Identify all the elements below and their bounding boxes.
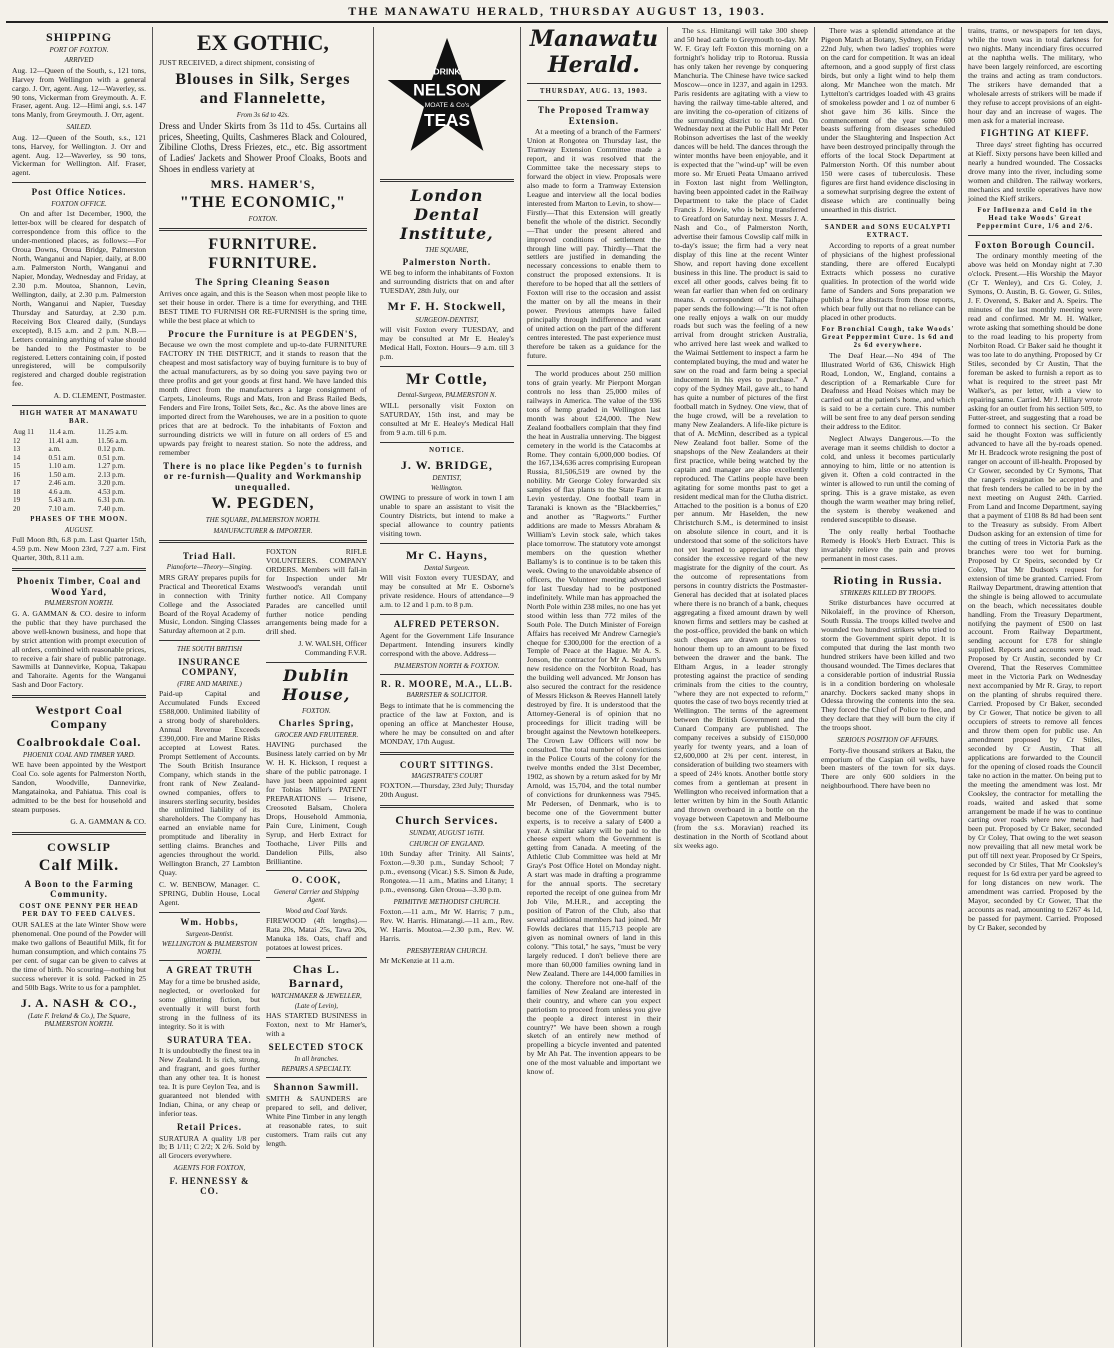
triad-text: MRS GRAY prepares pupils for Practical and Theoretical Exams in connection with Trinity College and the Associated Board of the Royal Academy of Music, London. Singing Classes Saturday afternoon at 2 p.m. bbox=[159, 572, 260, 636]
council-title: Foxton Borough Council. bbox=[974, 239, 1096, 250]
column-5 bbox=[668, 27, 815, 1347]
tide-cell: 15 bbox=[13, 462, 21, 471]
dental-sub: THE SQUARE, bbox=[425, 245, 469, 254]
peterson-addr: PALMERSTON NORTH & FOXTON. bbox=[394, 661, 500, 670]
tide-cell: 13 bbox=[13, 445, 21, 454]
barnard-text: HAS STARTED BUSINESS in Foxton, next to Mr Hamer's, with a bbox=[265, 1011, 367, 1039]
tide-cell: 2.13 p.m. bbox=[97, 470, 125, 479]
divider bbox=[266, 662, 367, 663]
cost: COST ONE PENNY PER HEAD PER DAY TO FEED CALVES. bbox=[19, 902, 139, 918]
tide-cell: 1.50 a.m. bbox=[48, 470, 76, 479]
divider bbox=[380, 442, 514, 443]
col6-text1: There was a splendid attendance at the Pigeon Match at Botany, Sydney, on Friday 22nd July, when two ladies' trophies were on the card for competition. It was an ideal afternoon, and a good supply of first class birds, but only a light wind to help them along. Mr Manchee won the match. Mr Lyttelton's cartridges loaded with 43 grains of smokeless powder and 1 oz of number 6 shot gave him 36 kills. Since the commencement of the year some 600 beasts suffering from diseases scheduled under the Slaughtering and Inspection Act have been destroyed principally through the efforts of the local Stock Department at Palmerston North. Of this number about 150 were cases of tuberculosis. These figures are first hand evidence disclosing in a somewhat surprising degree the extent of disease which are continually being unearthed in this district. bbox=[820, 27, 955, 215]
spring-sub: GROCER AND FRUITERER. bbox=[274, 730, 359, 739]
cottle-title: Mr Cottle, bbox=[406, 370, 488, 388]
sawmill-text: SMITH & SAUNDERS are prepared to sell, and deliver, White Pine Timber in any length at reasonable rates, to suit customers. Tram rails cut any length. bbox=[265, 1094, 367, 1148]
tide-row bbox=[12, 471, 146, 479]
barnard-title: Chas L. Barnard, bbox=[288, 961, 344, 990]
court-text: FOXTON.—Thursday, 23rd July; Thursday 20th August. bbox=[379, 781, 514, 800]
pegden-addr: THE SQUARE, PALMERSTON NORTH. bbox=[205, 516, 321, 525]
court-title: COURT SITTINGS. bbox=[399, 759, 494, 770]
news-text: The world produces about 250 million tons of grain yearly. Mr Pierpont Morgan controls no less than 25,000 miles of railways in America. The value of the 936 tons of hemp graded in Wellington last month was about £24,000. The New Zealand footballers complain that they find the heat in Australia unnerving. The biggest cemetery in the world is the Catacombs at Rome. They contain 6,000,000 bodies. Of the 167,134,636 acres comprising European Russia, 81,506,519 are owned by the nobility. Mr George Coley forwarded six samples of flax plants to the State Farm at Levin yesterday. One football team in Taranaki is known as the "Blackberries," and another as "Ragworts." Further additions are made to Messrs Abraham & William's Levin stock sale, which takes place tomorrow. The statutory vote amongst members on the question whether Ballamy's is to continue is to be taken this week. Owing to the unavoidable absence of officers, the Volunteer meeting advertised for last Tuesday had to be postponed indefinitely. While man has approached the North Pole within 238 miles, no one has yet stood within less than 772 miles of the South Pole. The Dutch Minister of Foreign Affairs has received Mr Andrew Carnegie's cheque for £300,000 for the erection of a Temple of Peace at the Hague. Mr A. S. Jonson, the contractor for Mr A. Seaburn's new residence on the Norbiton Road, has the building well advanced. Mr Jonson has also secured the contract for the residence of Messrs Hickson & Reeves Hannell lately destroyed by fire. It is understood that the Attorney-General is of opinion that no proceedings for illicit trading will be brought against the Newtown hotelkeepers. The Crown Law Officers will now be consulted. The total number of convictions in the Police Courts of the colony for the twelve months ended the 31st December, 1902, as shown by a return asked for by Mr Arnold, was 15,704, and the total number of convictions for drunkenness was 7945. Mr Pedersen, of Denmark, who is to become one of the Government butter experts, is to receive a salary of £400 a year. A similar salary will be paid to the cheese expert whom the Government is getting from Canada. A meeting of the Athletic Club Committee was held at Mr Gray's Post Office Hotel on Monday night. A start was made in drafting a programme for the annual sports. The secretary reported the receipt of one guinea from Mr Job Vile, M.H.R., and accepting the position of Patron of the Club, also that several additional members had joined. Mr Fowlds declares that 115,713 people are given as nominal owners of land in this colony. "This total," he says, "must be very largely reduced. I don't believe there are more than 60,000 families owning land in New Zealand. There are 144,000 families in the colony. Therefore not one-half of the families of New Zealand are interested in their country, and where can you expect patriotism to proceed from unless you give the people a direct interest in their country?" We have been shown a rough sketch of an entirely new method of propelling a bicycle invented and patented by Mr Ah Pat. The invention appears to be one of the most valuable and important we know of. bbox=[526, 368, 661, 1077]
westport-title: Westport Coal Company bbox=[35, 703, 123, 732]
phoenix2: PHOENIX COAL AND TIMBER YARD. bbox=[22, 750, 136, 759]
teas-text: TEAS bbox=[423, 109, 470, 130]
tram-text: At a meeting of a branch of the Farmers' Union at Rongotea on Thursday last, the Tramway Extension Committee made a report, and it was resolved that the Committee take the necessary steps to forward the object in view. Proposals were also made to form a Tramway Extension League and interview all the local bodies interested from Marton to Levin, to show— Firstly—That this Extension will greatly benefit the whole of the district. Secondly—That under the present altered and improved conditions of settlement the through line will pay. Thirdly—That the settlers are justified in demanding the necessary concessions to enable them to construct the proposed extensions. It is therefore to be hoped that all the settlers of Foxton will rise to the occasion and assist the matter on by all the means in their power. Previous attempts have failed principally through indifference and want of united action on the part of the different centres interested. The past experience must therefore be taken as a guidance for the future. bbox=[526, 127, 661, 360]
barnard-sub: WATCHMAKER & JEWELLER, bbox=[270, 991, 362, 1000]
council-text: The ordinary monthly meeting of the above was held on Monday night at 7.30 o'clock. Present.—His Worship the Mayor (Cr T. Wenley), and Crs G. Coley, J. Symons, O. Austin, B. G. Gower, G. Stiles, J. F. Overend, S. Baker and A. Speirs. The minutes of the last monthly meeting were read and confirmed. Mr M. H. Walker, wrote asking that something should be done to the road leading to his property from Norbiton Road. Cr Baker said he thought it was too late to do anything. Proposed by Cr Stiles, seconded by Cr Austin, That the foreman be asked to furnish a report as to what is required to the street past Mr Walker's, as per letter, with a view to repairing same. Carried. Mr J. Hillary wrote asking for an outlet from his section 509, to Futter-street, and suggesting that a road be formed to connect his section. Cr Baker said he thought Foxton was sufficiently advanced to have all the by-roads opened. Mr H. Bradcock wrote resigning the post of ranger on account of ill-health. Proposed by Cr Gower, seconded by Cr Symons, That the ranger's resignation be accepted and that fresh tenders be called to be in by the next meeting on August 24th. Carried. From Land and Income Department, saying that a payment of £108 8s 8d had been sent to the Treasury as subsidy. From Albert Dudson asking for an extension of time for the cutting of trees in Victoria Park as the branches were too wet for burning. Proposed by Cr Speirs, seconded by Cr Coley, That Mr Dudson's request for extension of time be granted. Carried. From Railway Department, drawing attention that the shingle is being allowed to accumulate on the beach, which necessitates double handling. From the Treasury Department, notifying the payment of £500 on last account. From Railway Department, sending account for £78 for shingle supplied. Reports and accounts were read. Proposed by Cr Austin, seconded by Cr Overend, That the Reserves Committee meet in the Victoria Park on Wednesday next accompanied by Mr R. Gray, to report on the planting of shrubs required there. Carried. Proposed by Cr Baker, seconded by Cr Gower, That notice be given to all occupiers of streets to remove all fences and throw them open for public use. An amendment proposed by Cr Stiles, seconded by Cr Austin, That all applications are forwarded to the Council for the opening of closed roads the Council take no action in the matter. On being put to the meeting the amendment was lost. Mr Cooksley, the contractor for metalling the roads, waited and asked that some arrangement be made if he was to continue carting over roads where new metal had been put. Proposed by Cr Baker, seconded by Cr Coley, That owing to the wet season now prevailing that all new metal work be put off till next year. Proposed by Cr Speirs, seconded by Cr Stiles, That Mr Cooksley's request for 1s 6d extra per yard be agreed to for long distances on new work. The amendment was carried. Proposed by the Mayor, seconded by Cr Gower, That the accounts as read, amounting to £267 4s 1d, be passed for payment. Carried. Proposed by Cr Baker, seconded by bbox=[968, 251, 1103, 932]
tide-cell: 20 bbox=[13, 504, 21, 513]
dental-sub2: Palmerston North. bbox=[402, 256, 492, 267]
divider bbox=[266, 957, 367, 958]
nash-title: J. A. NASH & CO., bbox=[20, 995, 138, 1010]
branches: In all branches. bbox=[294, 1054, 339, 1063]
cook-text: FIREWOOD (4ft lengths).—Rata 20s, Matai 25s, Tawa 20s, Manuka 18s. Oats, chaff and potatoes at lowest prices. bbox=[265, 915, 367, 952]
post-office-text: On and after 1st December, 1900, the letter-box will be cleared for despatch of correspondence from this office to the under-mentioned places, as follows:—For Oroua Downs, Oroua Bridge, Palmerston North, Wanganui and Napier, daily, at 8.00 a.m. Palmerston North, Wanganui and Napier, Monday, Wednesday and Friday, at 2.30 p.m. Moutoa, Shannon, Levin, Wellington, daily, at 2.30 p.m. Palmerston North, Wanganui and Napier, Tuesday Thursday and Saturday, at 2.30 p.m. Receiving Box Cleared daily, (Sundays excepted), 8.15 a.m. and 2 p.m. N.B.—Letters containing anything of value should be handed to the Postmaster to be registered. Letters containing coin, if posted unregistered, will be compulsorily registered and charged double registration fee. bbox=[12, 209, 147, 389]
bridge-sub2: Wellington. bbox=[430, 483, 463, 492]
hayns-sub: Dental Surgeon. bbox=[424, 564, 470, 573]
riot-title: Rioting in Russia. bbox=[833, 572, 943, 587]
divider bbox=[159, 228, 367, 231]
phoenix-sub: PALMERSTON NORTH. bbox=[44, 599, 114, 608]
spring-head: The Spring Cleaning Season bbox=[195, 277, 331, 288]
postmaster: A. D. CLEMENT, Postmaster. bbox=[53, 391, 147, 401]
two-up bbox=[159, 548, 367, 1199]
column-4 bbox=[521, 27, 668, 1347]
dental-text: WE beg to inform the inhabitants of Foxton and surrounding districts that on and after TUESDAY, 28th July, our bbox=[379, 268, 514, 296]
herald-date: THURSDAY, AUG. 13, 1903. bbox=[539, 87, 648, 95]
tide-cell: 18 bbox=[13, 487, 21, 496]
column-6 bbox=[815, 27, 962, 1347]
fighting-title: FIGHTING AT KIEFF. bbox=[980, 128, 1090, 139]
divider bbox=[380, 674, 514, 675]
economic-sub: FOXTON. bbox=[248, 215, 278, 224]
exgothic-text: JUST RECEIVED, a direct shipment, consisting of bbox=[159, 58, 315, 68]
sawmill-title: Shannon Sawmill. bbox=[273, 1082, 360, 1093]
divider bbox=[12, 568, 146, 571]
divider bbox=[266, 870, 367, 871]
tide-cell: Aug 11 bbox=[13, 428, 35, 437]
presby-title: PRESBYTERIAN CHURCH. bbox=[406, 946, 488, 955]
no-place: There is no place like Pegden's to furnish or re-furnish—Quality and Workmanship unequalled. bbox=[163, 460, 363, 492]
procure-text: Because we own the most complete and up-to-date FURNITURE FACTORY IN THE DISTRICT, and it stands to reason that the cheapest and most satisfactory way of buying furniture is to buy of the actual manufacturers, as by so doing you save paying two or three profits and get your goods at first hand. We have landed this month direct from the manufacturers a large consignment of Carpets, Linoleums, Rugs and Mats, Iron and Brass Railed Beds, Fenders and Fire Irons, Toilet Sets, &c., &c. As the above lines are imported direct from the Warehouses, we are in a position to quote prices that are at bedrock. To the inhabitants of Foxton and surrounding districts we will in future on all orders of £5 and upwards pay freight to nearest station. So note the address, and remember bbox=[159, 340, 367, 457]
piano-sub: Pianoforte—Theory—Singing. bbox=[166, 563, 253, 572]
shipping-sub: PORT OF FOXTON. bbox=[49, 46, 109, 55]
columns bbox=[6, 27, 1108, 1347]
pegden-sub: MANUFACTURER & IMPORTER. bbox=[213, 526, 313, 535]
tide-cell: 1.27 p.m. bbox=[97, 462, 125, 471]
suratura-title: SURATURA TEA. bbox=[167, 1034, 252, 1045]
tide-row bbox=[12, 437, 146, 445]
sub-column-right bbox=[266, 548, 367, 1199]
tide-cell: a.m. bbox=[48, 445, 61, 454]
court-sub: MAGISTRATE'S COURT bbox=[411, 772, 483, 781]
divider bbox=[159, 912, 260, 913]
tide-row bbox=[12, 488, 146, 496]
tide-cell: 14 bbox=[13, 453, 21, 462]
calf-title: Calf Milk. bbox=[38, 856, 120, 874]
bridge-text: OWING to pressure of work in town I am unable to spare an assistant to visit the Country Districts, but intend to make a special allowance to country patients visiting town. bbox=[379, 493, 514, 538]
divider bbox=[380, 179, 514, 182]
hobbs-sub: Surgeon-Dentist. bbox=[185, 929, 234, 938]
bronchial: For Bronchial Cough, take Woods' Great Peppermint Cure. 1s 6d and 2s 6d everywhere. bbox=[821, 325, 955, 349]
nash-sub: (Late F. Ireland & Co.), The Square, PALMERSTON NORTH. bbox=[28, 1011, 131, 1029]
tide-cell: 2.46 a.m. bbox=[48, 479, 76, 488]
divider bbox=[527, 83, 661, 84]
riot-text: Strike disturbances have occurred at Nikolaieff, in the province of Kherson, South Russia. The troops killed twelve and wounded two hundred strikers who tried to storm the Government spirit depot. It is computed that during the last month two hundred strikers have been killed and two thousand wounded. The Times declares that a considerable portion of industrial Russia is in a condition bordering on wholesale anarchy. Dockers sacked many shops in Odessa throwing the contents into the sea. They forced the Chief of Police to flee, and they declare that they will burn the city if the troops shoot. bbox=[820, 598, 955, 733]
methodist-text: Foxton.—11 a.m., Mr W. Harris; 7 p.m., Rev. W. Harris. Himatangi.—11 a.m., Rev. W. Harris. Moutoa.—2.30 p.m., Rev. W. Harris. bbox=[379, 906, 514, 943]
divider bbox=[821, 568, 955, 569]
sailings-text: Aug. 12—Queen of the South, s.s., 121 tons, Harvey, for Wellington. J. Orr and agent. Aug. 12—Waverley, ss 90 tons, Vickerman for Wellington. Alf. Fraser, agent. bbox=[12, 132, 147, 178]
nelson-text: NELSON bbox=[412, 81, 481, 100]
cowslip-text: OUR SALES at the late Winter Show were phenomenal. One pound of the Powder will make two gallons of Beautiful Milk, fit for human consumption, and which contains 75 per cent. of sugar can be given to calves at the time of birth. No scouring—nothing but success wherever it is sold. Packed in 25 and 50lb Bags. Write to us for a pamphlet. bbox=[12, 919, 147, 992]
westport-text: WE have been appointed by the Westport Coal Co. sole agents for Palmerston North, Sandon, Woodville, Dannevirke, Mangatainoka, and Pahiatua. This coal is admitted to be the best for household and steam purposes. bbox=[12, 760, 147, 814]
notice-title: NOTICE. bbox=[429, 446, 465, 454]
tide-row bbox=[12, 428, 146, 436]
arrived-label: ARRIVED bbox=[64, 56, 94, 65]
column-1 bbox=[6, 27, 153, 1347]
divider bbox=[380, 543, 514, 544]
divider bbox=[159, 960, 260, 961]
tide-table bbox=[12, 428, 146, 513]
tide-cell: 11.41 a.m. bbox=[48, 436, 79, 445]
hamer-title: MRS. HAMER'S, bbox=[210, 177, 316, 192]
drink-text: DRINK bbox=[433, 66, 461, 77]
westport-sign: G. A. GAMMAN & CO. bbox=[70, 816, 147, 826]
divider bbox=[821, 219, 955, 220]
serious-text: Forty-five thousand strikers at Baku, the emporium of the Caspian oil wells, have been masters of the town for six days. There are only 600 soldiers in the neighbourhood. There have been no bbox=[820, 745, 955, 791]
church-text: 10th Sunday after Trinity. All Saints', Foxton.—9.30 p.m., Sunday School; 7 p.m., evensong (Vicar.) S.S. Simon & Jude, Rongotea.—11 a.m., Matins and Litany; 1 p.m., evensong. Glen Oroua—3.30 p.m. bbox=[379, 848, 514, 894]
divider bbox=[380, 805, 514, 808]
selected-stock: SELECTED STOCK bbox=[268, 1042, 365, 1053]
stockwell-text: will visit Foxton every TUESDAY, and may be consulted at Mr E. Healey's Medical Hall, Foxton. Hours—9 a.m. till 3 p.m. bbox=[379, 324, 514, 361]
moon-title: PHASES OF THE MOON. bbox=[30, 516, 128, 524]
post-office-title: Post Office Notices. bbox=[31, 187, 127, 198]
retail-title: Retail Prices. bbox=[177, 1121, 242, 1132]
dublin-sub: FOXTON. bbox=[301, 707, 331, 716]
tide-cell: 4.6 a.m. bbox=[48, 487, 72, 496]
insurance-pre: THE SOUTH BRITISH bbox=[177, 645, 242, 654]
post-office-sub: FOXTON OFFICE. bbox=[51, 200, 107, 208]
sailed-label: SAILED. bbox=[66, 123, 92, 132]
moore-sub: BARRISTER & SOLICITOR. bbox=[406, 691, 488, 700]
hobbs-addr: WELLINGTON & PALMERSTON NORTH. bbox=[161, 939, 258, 957]
sanders-text: According to reports of a great number of physicians of the highest professional standing, there are offered Eucalypti Extracts which possess no curative qualities. In protection of the world wide fame of Sanders and Sons preparation we publish a few abstracts from those reports, which bear fully out that no reliance can be placed in other products. bbox=[820, 241, 955, 322]
tide-cell: 17 bbox=[13, 479, 21, 488]
coalbrook-title: Coalbrookdale Coal. bbox=[16, 734, 142, 749]
tide-cell: 7.40 p.m. bbox=[97, 504, 125, 513]
spring-title: Charles Spring, bbox=[278, 718, 355, 729]
tide-cell: 11.25 a.m. bbox=[97, 428, 128, 437]
tide-cell: 5.43 a.m. bbox=[48, 496, 76, 505]
spring-text: Arrives once again, and this is the Season when most people like to set their house in order. There is a time for everything, and THE BEST TIME TO FURNISH OR RE-FURNISH is the spring time, while the best place at which to bbox=[159, 288, 367, 325]
herald-title: Manawatu Herald. bbox=[529, 27, 658, 78]
divider bbox=[527, 100, 661, 101]
boon: A Boon to the Farming Community. bbox=[24, 878, 134, 900]
hennessy: F. HENNESSY & CO. bbox=[169, 1175, 250, 1197]
serious-title: SERIOUS POSITION OF AFFAIRS. bbox=[837, 736, 939, 745]
hobbs-title: Wm. Hobbs, bbox=[180, 916, 239, 927]
col5-text: The s.s. Himitangi will take 300 sheep and 50 head cattle to Greymouth to-day. Mr W. F. Gray left Foxton this morning on a fortnight's holiday trip to Rotorua. Russia has only taken her revenge by conquering Manchuria. The Chinese have twice sacked Moscow—once in 1237, and again in 1293. Paris residents are agitating with a view to having the railway time-table altered, and are inviting the co-operation of citizens of the surrounding district to that end. On Wednesday next at the Public Hall Mr Peter Robinson advertises the last of the weekly dances will be held. The dances through the winter months have been enjoyable, and it is expected that the "wind-up" will be even more so. Mr Erueti Peata Umaano arrived in Foxton last night from Wellington, having been appointed cadet in the Railway Department to take the place of Cadet Francis J. Howie, who is being transferred to Greatford on Saturday next. Messrs J. A. Nash and Co., of Palmerston North, advertise their famous Cowslip calf milk in to-day's issue; the firm had a very neat display of this line at the recent Winter Show, and report having done excellent business in this line. The product is said to excel all other goods, calves being fit to wean far earlier than when fed on ordinary means. A correspondent of the Taihape paper sends the following:—"It is not often one really enjoys a walk on our muddy roads but such was the feeling of a new arrival from drought stricken Australia, who arrived here last week and walked to the Waimai Settlement to inspect a farm he contemplated buying, the mud and water he saw on the road and farm being a special inducement in his eyes to purchase." A copy of the Sydney Mail, gave alt., to hand has quite a number of pictures of the first football match in Sydney. One view, that of the huge crowd, will be a revelation to many New Zealanders. A life-like picture is that of A. McMinn, described as a typical New Zealand foot baller. Some of the snapshops of the New Zealanders at their first practice, while being watched by the captain and manager are also excellently reproduced. The Catlins people have been agitating for some months past to get a resident medical man for the Clutha district. Attached to the position is a bonus of £20 per annum. Mr Haselden, the new Christchurch S.M., is determined to insist on absolute silence in court, and it is understood that some of the solicitors have not yet learned to appreciate what they consider the excessive regard of the new magistrate for the dignity of the court. As the outcome of representations from persons in country districts the Postmaster-General has decided that at isolated places where there is no branch of a bank, cheques aggregating a fixed amount drawn by well known firms and settlers may be cashed at the post-office, provided the bank on which such cheques are drawn guarantees to honour them up to an amount to be fixed between the drawer and the bank. The Eltham Argus, in a leader strongly protesting against the practice of sending criminals from the cities to the country, "where they are not expected to reform," quotes the case of two boys recently tried at Wellington. The terms of the agreement between the British Government and the Cunard Company are published. The company receives a subsidy of £150,000 yearly for twenty years, and a loan of £2,600,000 at 2¾ per cent. interest, in consideration of building two steamers with a speed of 24½ knots. Another bottle story comes from a gentleman at present in Wellington who received information that a letter written by him in the South Atlantic and thrown overboard in a bottle on the voyage between Capetown and Melbourne (from the s.s. Moravian) reached its destination in the North of Scotland about six weeks ago. bbox=[673, 27, 808, 850]
influenza: For Influenza and Cold in the Head take Woods' Great Peppermint Cure, 1/6 and 2/6. bbox=[976, 206, 1094, 230]
dress-text: Dress and Under Skirts from 3s 11d to 45s. Curtains all prices, Sheeting, Quilts, Cashmeres Black and Coloured, Zibiline Cloths, Dress Friezes, etc., etc. Big assortment of Ladies' Jackets and Shower Proof Cloaks, Boots and Shoes in endless variety at bbox=[159, 121, 367, 174]
church-title: Church Services. bbox=[395, 813, 499, 828]
peterson-title: ALFRED PETERSON. bbox=[393, 619, 500, 630]
moore-text: Begs to intimate that he is commencing the practice of the law at Foxton, and is opening an office at Manchester House, where he may be consulted on and after MONDAY, 17th August. bbox=[379, 700, 514, 746]
column-3 bbox=[374, 27, 521, 1347]
hayns-text: Will visit Foxton every TUESDAY, and may be consulted at Mr E. Osborne's private residence. Hours of attendance—9 a.m. to 12 and 1 p.m. to 8 p.m. bbox=[379, 573, 514, 610]
moate-text: MOATE & Co's bbox=[424, 101, 470, 109]
truth-text: May for a time be brushed aside, neglected, or overlooked for some glittering fiction, but eventually it will burst forth strong in the fullness of its integrity. So it is with bbox=[159, 976, 260, 1031]
column-7 bbox=[962, 27, 1108, 1347]
divider bbox=[968, 235, 1102, 236]
divider bbox=[12, 832, 146, 835]
tide-row bbox=[12, 462, 146, 470]
agents: AGENTS FOR FOXTON, bbox=[173, 1164, 246, 1173]
tide-cell: 19 bbox=[13, 496, 21, 505]
divider bbox=[12, 182, 146, 183]
cook-sub: General Carrier and Shipping Agent. bbox=[273, 888, 359, 905]
blouses-title: Blouses in Silk, Serges and Flannelette, bbox=[175, 71, 351, 108]
tide-cell: 16 bbox=[13, 470, 21, 479]
divider bbox=[159, 540, 367, 543]
phoenix-text: G. A. GAMMAN & CO. desire to inform the public that they have purchased the above well-known business, and hope that by strict attention with prompt execution of all orders, combined with reasonable prices, to receive a fair share of public patronage. Sawmills at Dannevirke, Kopua, Takapau and Tahoraite. Agents for the Wanganui Sash and Door Factory. bbox=[12, 608, 147, 690]
truth-title: A GREAT TRUTH bbox=[166, 965, 253, 976]
cowslip-title: COWSLIP bbox=[47, 839, 111, 854]
tide-row bbox=[12, 496, 146, 504]
star-icon bbox=[380, 33, 514, 173]
exgothic-title: EX GOTHIC, bbox=[196, 30, 329, 55]
masthead: THE MANAWATU HERALD, THURSDAY AUGUST 13, 1903. bbox=[6, 4, 1108, 23]
nelson-tea-ad bbox=[380, 33, 514, 173]
insurance-sub: (FIRE AND MARINE.) bbox=[177, 679, 242, 688]
divider bbox=[12, 405, 146, 406]
sub-column-left bbox=[159, 548, 260, 1199]
divider bbox=[380, 366, 514, 367]
rifle-text: FOXTON RIFLE VOLUNTEERS. COMPANY ORDERS. Members will fall-in for Inspection under Mr Westwood's verandah until further notice. All Company Parades are cancelled until further notice pending arrangements being made for a drill shed. bbox=[265, 546, 367, 637]
arrivals-text: Aug. 12—Queen of the South, s., 121 tons, Harvey from Wellington with a general cargo. J. Orr, agent. Aug. 12—Waverley, ss. 90 tons, Vickerman from Greymouth. A. F. Fraser, agent. Aug. 12—Himi angi, s.s. 147 tons Manly, from Greymouth. J. Orr, agent. bbox=[12, 65, 147, 120]
procure-title: Procure the Furniture is at PEGDEN'S, bbox=[168, 328, 358, 339]
blouses-price: From 3s 6d to 42s. bbox=[236, 110, 290, 119]
sanders-title: SANDER and SONS EUCALYPTI EXTRACT. bbox=[824, 224, 952, 240]
presby-text: Mr McKenzie at 11 a.m. bbox=[379, 956, 455, 965]
moore-title: R. R. MOORE, M.A., LL.B. bbox=[380, 678, 513, 689]
cottle-sub: Dental-Surgeon, PALMERSTON N. bbox=[397, 391, 497, 400]
divider bbox=[527, 365, 661, 366]
tide-cell: 0.51 a.m. bbox=[48, 453, 76, 462]
tide-cell: 4.53 p.m. bbox=[97, 487, 125, 496]
bridge-sub: DENTIST, bbox=[432, 473, 462, 482]
methodist-title: PRIMITIVE METHODIST CHURCH. bbox=[393, 897, 501, 906]
dental-title: London Dental Institute, bbox=[399, 186, 494, 243]
tide-cell: 12 bbox=[13, 436, 21, 445]
insurance-text: Paid-up Capital and Accumulated Funds Exceed £588,000. Unlimited liability of a strong body of shareholders. Annual Revenue Exceeds £390,000. Fire and Marine Risks accepted at Lowest Rates. Prompt Settlement of Accounts. The South British Insurance Company, which stands in the front rank of New Zealand-owned companies, offers to insurers sterling security, besides the unlimited liability of its shareholders. The Company has earned an enviable name for promptitude and liberality in settling claims. Branches and agencies throughout the world. Wellington Branch, 27 Lambton Quay. bbox=[159, 689, 260, 878]
divider bbox=[380, 614, 514, 615]
tide-row bbox=[12, 445, 146, 453]
phoenix-title: Phoenix Timber, Coal and Wood Yard, bbox=[16, 576, 142, 597]
fighting-text: Three days' street fighting has occurred at Kieff. Sixty persons have been killed and nearly a hundred wounded. The Cossacks drove many into the river, including some women and children. The railway workers, mechanics and textile operatives have now joined the Kieff strikers. bbox=[968, 140, 1103, 203]
tide-title: HIGH WATER AT MANAWATU BAR. bbox=[19, 410, 139, 426]
shipping-title: SHIPPING bbox=[46, 30, 113, 44]
tide-cell: 0.12 p.m. bbox=[97, 445, 125, 454]
hayns-title: Mr C. Hayns, bbox=[405, 547, 488, 562]
moon-text: Full Moon 8th, 6.8 p.m. Last Quarter 15th, 4.59 p.m. New Moon 23rd, 7.27 a.m. First Quarter, 30th, 8.11 a.m. bbox=[12, 535, 147, 563]
pegden-title: W. PEGDEN, bbox=[211, 495, 315, 513]
insurance-sign: C. W. BENBOW, Manager. C. SPRING, Dublin House, Local Agent. bbox=[159, 880, 260, 908]
church-date: SUNDAY, AUGUST 16TH. bbox=[409, 829, 485, 838]
stockwell-title: Mr F. H. Stockwell, bbox=[387, 299, 506, 314]
repairs: REPAIRS A SPECIALTY. bbox=[281, 1065, 352, 1074]
moon-month: AUGUST. bbox=[64, 526, 94, 535]
triad-title: Triad Hall. bbox=[182, 550, 237, 561]
divider bbox=[159, 640, 260, 641]
cook-sub2: Wood and Coal Yards. bbox=[285, 906, 348, 915]
church-eng: CHURCH OF ENGLAND. bbox=[409, 839, 485, 848]
tide-cell: 11.4 a.m. bbox=[48, 428, 75, 437]
economic-title: "THE ECONOMIC," bbox=[179, 194, 346, 212]
divider bbox=[12, 695, 146, 698]
cottle-text: WILL personally visit Foxton on SATURDAY, 15th inst, and may be consulted at Mr E. Healey's Medical Hall from 9 a.m. till 6 p.m. bbox=[379, 400, 514, 437]
tide-cell: 0.51 p.m. bbox=[97, 453, 125, 462]
tide-cell: 11.56 a.m. bbox=[97, 436, 128, 445]
tide-cell: 6.31 p.m. bbox=[97, 496, 125, 505]
divider bbox=[266, 1077, 367, 1078]
bridge-title: J. W. BRIDGE, bbox=[400, 457, 493, 472]
tide-cell: 3.20 p.m. bbox=[97, 479, 125, 488]
rifle-sign: J. W. WALSH, Officer Commanding F.V.R. bbox=[298, 639, 367, 658]
suratura-text: It is undoubtedly the finest tea in New Zealand. It is rich, strong, and fragrant, and goes further than any other tea. It is honest tea. It is pure Ceylon Tea, and is guaranteed not blended with Indian, China, or any cheap or inferior teas. bbox=[159, 1046, 260, 1118]
tide-cell: 7.10 a.m. bbox=[48, 504, 76, 513]
strikers-sub: STRIKERS KILLED BY TROOPS. bbox=[839, 588, 936, 597]
tide-row bbox=[12, 505, 146, 513]
furniture-title: FURNITURE. FURNITURE. bbox=[208, 236, 318, 273]
peterson-text: Agent for the Government Life Insurance Department. Intending insurers kindly correspond with the above. Address— bbox=[379, 630, 514, 658]
tram-title: The Proposed Tramway Extension. bbox=[537, 104, 650, 126]
cook-title: O. COOK, bbox=[291, 875, 342, 886]
column-2 bbox=[153, 27, 374, 1347]
stockwell-sub: SURGEON-DENTIST, bbox=[415, 315, 479, 324]
neglect-text: Neglect Always Dangerous.—To the average man it seems childish to doctor a cold, and unless it becomes particularly annoying to him, little or no attention is given it. Often a cold contracted in the winter is allowed to run until the coming of spring. This is a grave mistake, as even though the warm weather may bring relief, the system is thereby weakened and rendered susceptible to disease. bbox=[820, 434, 955, 524]
deaf-text: The Deaf Hear.—No 494 of The Illustrated World of 636, Chiswick High Road, London, W., England, contains a description of a Remarkable Cure for Deafness and Head Noises which may be carried out at the patient's home, and which is said to be a certain cure. This number will be sent free to any deaf person sending their address to the Editor. bbox=[820, 350, 955, 432]
col7-text1: trains, trams, or newspapers for ten days, while the town was in total darkness for two nights. Many incendiary fires occurred at the naphtha wells. The military, who have been largely reinforced, are escorting the trains and acting as tram conductors. The strikers have demanded that a wholesale arrests of strikers will be made if they refuse to accept provisions of an eight-hour day and an increase of wages. The men ask for a material increase. bbox=[968, 27, 1103, 125]
toothache-text: The only really herbal Toothache Remedy is Hook's Herb Extract. This is invariably relieve the pain and proves permanent in most cases. bbox=[820, 526, 955, 563]
tide-row bbox=[12, 454, 146, 462]
tide-row bbox=[12, 479, 146, 487]
barnard-late: (Late of Levin), bbox=[294, 1002, 339, 1011]
divider bbox=[380, 752, 514, 755]
retail-text: SURATURA A quality 1/8 per lb; B 1/11; C 2/2; X 2/6. Sold by all Grocers everywhere. bbox=[159, 1133, 260, 1161]
spring-text2: HAVING purchased the Business lately carried on by Mr W. H. K. Hickson, I request a share of the public patronage. I have just been appointed agent for Tobias Miller's PATENT PREPARATIONS — Irisene, Creosoted Balsam, Cholera Drops, Household Ammonia, Pain Cure, Liniment, Cough Syrup, and Herb Extract for Toothache, Liver Pills and Dandelion Pills, also Brilliantine. bbox=[265, 740, 367, 866]
dublin-title: Dublin House, bbox=[282, 666, 351, 705]
insurance-title: INSURANCE COMPANY, bbox=[178, 656, 241, 678]
tide-cell: 1.10 a.m. bbox=[48, 462, 76, 471]
